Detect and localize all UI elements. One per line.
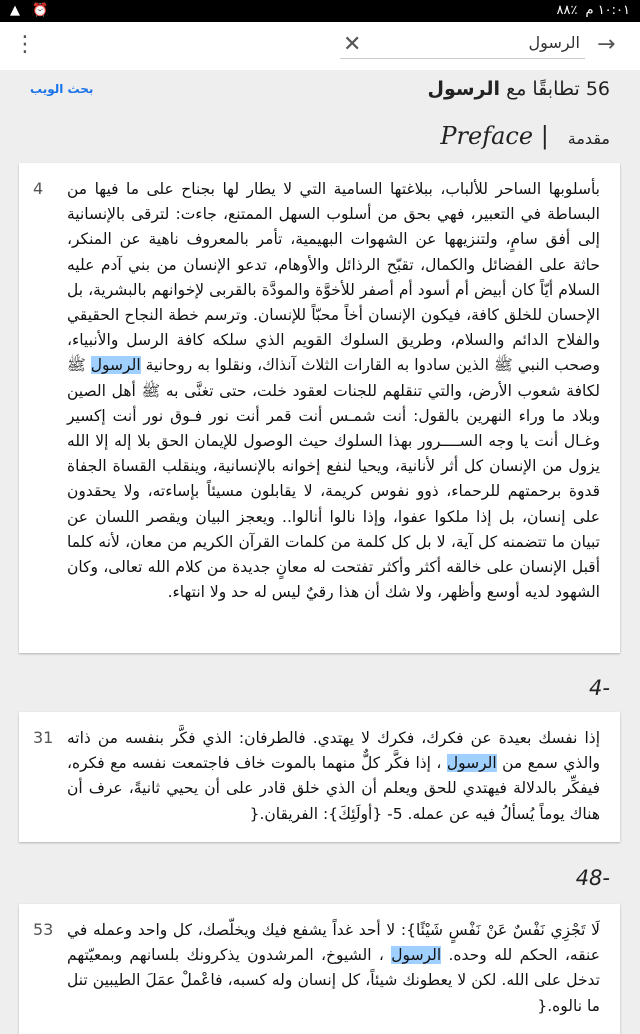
page-number: 4: [33, 179, 44, 198]
book-section-title: [440, 122, 610, 150]
clock: ١٠:٠١ م: [585, 3, 630, 18]
text-after: ، الشيوخ، المرشدون يذكرونك بلسانهم وبمعيّتهم تدخل على الله. لكن لا يعطونك شيئاً، كل إنسان وله كسبه، فاعْملْ عمَلَ الطيبين تنل ما نالوه.{: [67, 946, 600, 1015]
separator: 48-: [575, 866, 610, 890]
search-toolbar: [0, 22, 640, 70]
web-search-link[interactable]: بحث الويب: [30, 82, 94, 96]
search-underline: [340, 58, 585, 59]
page-number: 31: [33, 728, 54, 747]
text-before: لَا تَجْزِي نَفْسٌ عَنْ نَفْسٍ شَيْئًا}: لا أحد غداً يشفع فيك ويخلّصك، كل واحد وعمله في عنقه، الحكم لله وحده.: [67, 921, 600, 965]
highlight: الرسول: [90, 356, 141, 375]
text-before: إذا نفسك بعيدة عن فكرك، فكرك لا يهتدي. فالطرفان: الذي فكَّر بنفسه من ذاته والذي سمع من: [67, 729, 600, 773]
text-after: ﷺ لكافة شعوب الأرض، والتي تنقلهم للجنات لعقود خلت، حتى تغنَّى به ﷺ أهل الصين وبلاد ما وراء النهرين بالقول: أنت شمـس أنت قمر أنت نور فـوق نور أنت إكسير وغـال أنت يا وجه الســــرور بهذا السلوك حيث الوصول للإيمان الحق بلا إله إلا الله يزول من الإنسان كل أثر لأنانية، ويحيا لنفع إخوانه بالإنسانية، وينقلب القساة الجفاة قدوة برحمتهم للرحماء، ذوو نفوس كريمة، لا يقابلون مسيئاً بإساءته، ولا يحقدون على إنسان، بل إذا ملكوا عفوا، وإذا نالوا أنالوا.. ويعجز البيان ويقصر اللسان عن تبيان ما تتضمنه كل آية، لا بل كل كلمة من كلمات القرآن الكريم من معان، لأنه كلما أقبل الإنسان على خالقه أكثر وأكثر تفتحت له معانٍ جديدة من كلام الله تعالى، وكان الشهود لديه أوسع وأظهر، ولا شك أن هذا رقيٌ ليس له حد ولا انتهاء.: [67, 356, 600, 602]
alarm-icon: ⏰: [32, 3, 49, 18]
result-card[interactable]: [19, 904, 620, 1034]
highlight: الرسول: [391, 946, 442, 965]
status-bar: [0, 0, 640, 22]
text-before: بأسلوبها الساحر للألباب، ببلاغتها السامية التي لا يطار لها بجناح على ما فيها من البساطة في التعبير، فهي بحق من أسلوب السهل الممتنع، جاءت: لترقى بالإنسانية إلى أفق سامٍ، ولتنزيهها عن الشهوات البهيمية، تأمر بالمعروف ناهية عن المنكر، حاثة على الفضائل والكمال، تقبّح الرذائل والأوهام، تدعو الإنسان من بني آدم عليه السلام أيّاً كان أبيض أم أسود أم أصفر للأخوَّة والمودَّة بالقربى لإخوانهم بالبشرية، بل الإحسان للخلق كافة، فيكون الإنسان أخاً محبّاً للإنسان. وترسم خطة النجاح الحقيقي والفلاح الدائم والسلام، وطريق السلوك القويم الذي سلكه كافة الرسل والأنبياء، وصحب النبي ﷺ الذين سادوا به القارات الثلاث آنذاك، ونقلوا به روحانية: [67, 180, 600, 375]
signal-icon: ▲: [10, 3, 20, 18]
title-ar: مقدمة: [567, 129, 610, 148]
count-label: تطابقًا مع: [506, 78, 580, 100]
result-text: [67, 177, 600, 605]
page-number: 53: [33, 920, 54, 939]
result-text: [67, 726, 600, 827]
more-vert-icon[interactable]: ⋮: [14, 32, 36, 57]
title-en: Preface |: [440, 122, 549, 150]
results-count: [427, 78, 610, 100]
results-header: [0, 70, 640, 115]
text-after: ، إذا فكَّر كلٌّ منهما بالموت خاف فاجتمعت نفسه مع فكره، فيفكِّر بالدلالة فيهتدي للحق ويعلم أن الذي خلق قادر على أن يحيي ثانيةً، عرف أن هناك يوماً يُسألُ فيه عن عمله. 5- {أولَئِكَ}: الفريقان.{: [67, 754, 600, 823]
result-card[interactable]: [19, 712, 620, 842]
separator: 4-: [589, 676, 610, 700]
battery-level: ٨٨٪: [556, 3, 578, 18]
close-icon[interactable]: ✕: [343, 32, 362, 57]
count-number: 56: [585, 78, 610, 100]
arrow-back-icon[interactable]: →: [597, 32, 616, 57]
search-input[interactable]: الرسول: [528, 33, 580, 52]
query-word: الرسول: [427, 78, 501, 100]
result-text: [67, 918, 600, 1019]
result-card[interactable]: [19, 163, 620, 653]
highlight: الرسول: [446, 754, 497, 773]
